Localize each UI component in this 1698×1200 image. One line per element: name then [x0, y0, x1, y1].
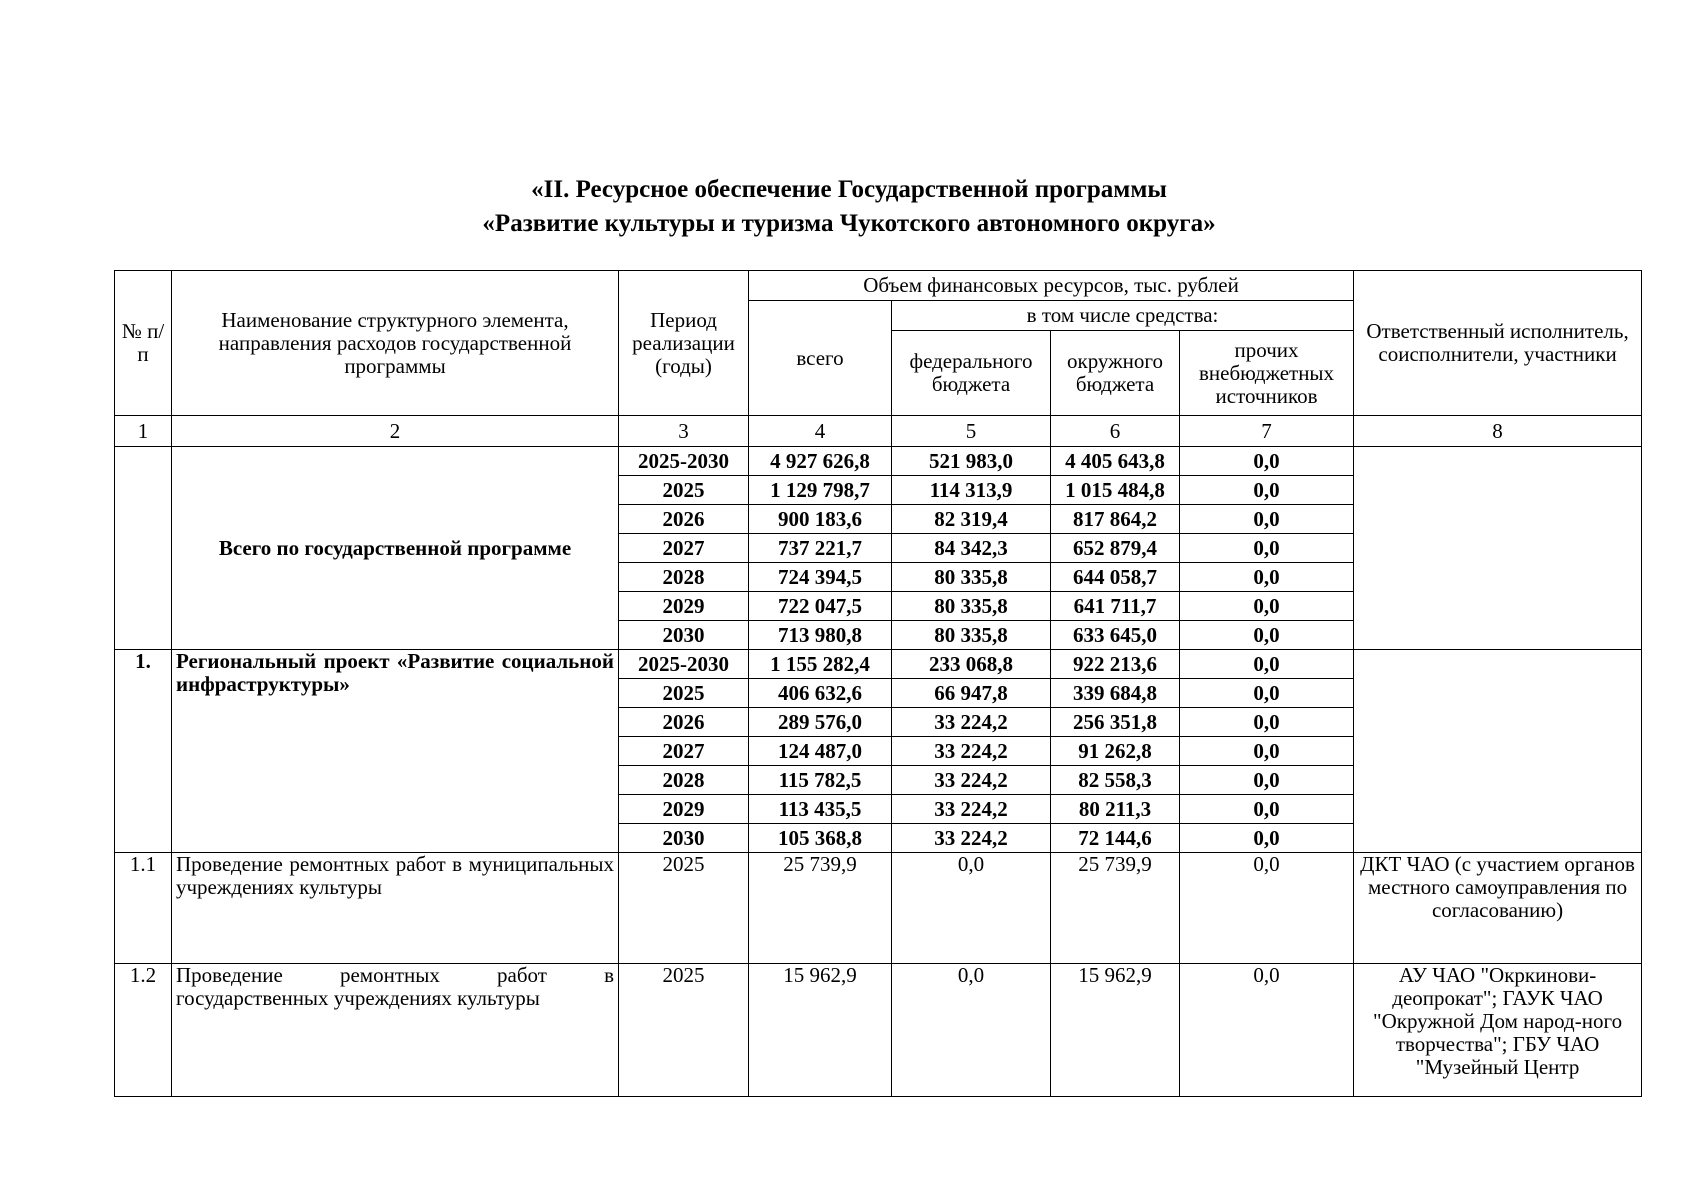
total-cell: 737 221,7: [749, 534, 892, 563]
federal-cell: 84 342,3: [892, 534, 1051, 563]
district-cell: 4 405 643,8: [1051, 447, 1180, 476]
header-other: прочих внебюджетных источников: [1180, 331, 1354, 416]
period-cell: 2026: [619, 505, 749, 534]
header-responsible: Ответственный исполнитель, соисполнители, участники: [1354, 271, 1642, 416]
period-cell: 2028: [619, 563, 749, 592]
other-cell: 0,0: [1180, 964, 1354, 1097]
section-number: [115, 447, 172, 650]
total-cell: 722 047,5: [749, 592, 892, 621]
header-volume: Объем финансовых ресурсов, тыс. рублей: [749, 271, 1354, 301]
responsible-cell: АУ ЧАО "Окркинови-деопрокат"; ГАУК ЧАО "Окружной Дом народ-ного творчества"; ГБУ ЧАО "Музейный Центр: [1354, 964, 1642, 1097]
federal-cell: 0,0: [892, 853, 1051, 964]
header-name: Наименование структурного элемента, направления расходов государственной программы: [172, 271, 619, 416]
item-number: 1.2: [115, 964, 172, 1097]
other-cell: 0,0: [1180, 447, 1354, 476]
column-number: 4: [749, 416, 892, 447]
header-total: всего: [749, 301, 892, 416]
period-cell: 2028: [619, 766, 749, 795]
table-row: [115, 853, 1642, 964]
district-cell: 817 864,2: [1051, 505, 1180, 534]
item-number: 1.1: [115, 853, 172, 964]
other-cell: 0,0: [1180, 650, 1354, 679]
total-cell: 105 368,8: [749, 824, 892, 853]
district-cell: 652 879,4: [1051, 534, 1180, 563]
header-federal: федерального бюджета: [892, 331, 1051, 416]
total-cell: 15 962,9: [749, 964, 892, 1097]
period-cell: 2025: [619, 964, 749, 1097]
column-number: 2: [172, 416, 619, 447]
document-title: [0, 173, 1698, 241]
column-number: 8: [1354, 416, 1642, 447]
period-cell: 2029: [619, 592, 749, 621]
total-cell: 113 435,5: [749, 795, 892, 824]
section-number: 1.: [115, 650, 172, 853]
total-cell: 4 927 626,8: [749, 447, 892, 476]
title-line-2: «Развитие культуры и туризма Чукотского автономного округа»: [482, 210, 1216, 237]
other-cell: 0,0: [1180, 853, 1354, 964]
district-cell: 82 558,3: [1051, 766, 1180, 795]
period-cell: 2030: [619, 621, 749, 650]
table-row: [115, 447, 1642, 476]
federal-cell: 80 335,8: [892, 621, 1051, 650]
district-cell: 1 015 484,8: [1051, 476, 1180, 505]
federal-cell: 33 224,2: [892, 795, 1051, 824]
district-cell: 644 058,7: [1051, 563, 1180, 592]
district-cell: 15 962,9: [1051, 964, 1180, 1097]
period-cell: 2025: [619, 679, 749, 708]
title-line-1: «II. Ресурсное обеспечение Государственной программы: [531, 176, 1167, 203]
total-cell: 724 394,5: [749, 563, 892, 592]
federal-cell: 66 947,8: [892, 679, 1051, 708]
header-district: окружного бюджета: [1051, 331, 1180, 416]
other-cell: 0,0: [1180, 621, 1354, 650]
district-cell: 25 739,9: [1051, 853, 1180, 964]
federal-cell: 80 335,8: [892, 563, 1051, 592]
header-num: № п/п: [115, 271, 172, 416]
district-cell: 922 213,6: [1051, 650, 1180, 679]
district-cell: 641 711,7: [1051, 592, 1180, 621]
other-cell: 0,0: [1180, 737, 1354, 766]
federal-cell: 0,0: [892, 964, 1051, 1097]
other-cell: 0,0: [1180, 824, 1354, 853]
other-cell: 0,0: [1180, 766, 1354, 795]
column-number: 1: [115, 416, 172, 447]
federal-cell: 33 224,2: [892, 708, 1051, 737]
district-cell: 633 645,0: [1051, 621, 1180, 650]
federal-cell: 33 224,2: [892, 824, 1051, 853]
period-cell: 2025-2030: [619, 650, 749, 679]
period-cell: 2030: [619, 824, 749, 853]
responsible-cell: [1354, 650, 1642, 853]
period-cell: 2029: [619, 795, 749, 824]
total-cell: 713 980,8: [749, 621, 892, 650]
section-name: Всего по государственной программе: [172, 447, 619, 650]
other-cell: 0,0: [1180, 592, 1354, 621]
federal-cell: 521 983,0: [892, 447, 1051, 476]
total-cell: 406 632,6: [749, 679, 892, 708]
column-number: 5: [892, 416, 1051, 447]
total-cell: 1 129 798,7: [749, 476, 892, 505]
period-cell: 2026: [619, 708, 749, 737]
district-cell: 91 262,8: [1051, 737, 1180, 766]
district-cell: 80 211,3: [1051, 795, 1180, 824]
responsible-cell: [1354, 447, 1642, 650]
period-cell: 2025: [619, 476, 749, 505]
other-cell: 0,0: [1180, 563, 1354, 592]
federal-cell: 33 224,2: [892, 766, 1051, 795]
total-cell: 115 782,5: [749, 766, 892, 795]
total-cell: 900 183,6: [749, 505, 892, 534]
federal-cell: 82 319,4: [892, 505, 1051, 534]
district-cell: 72 144,6: [1051, 824, 1180, 853]
other-cell: 0,0: [1180, 534, 1354, 563]
total-cell: 289 576,0: [749, 708, 892, 737]
period-cell: 2025-2030: [619, 447, 749, 476]
district-cell: 256 351,8: [1051, 708, 1180, 737]
federal-cell: 33 224,2: [892, 737, 1051, 766]
item-name: Проведение ремонтных работ в муниципальных учреждениях культуры: [172, 853, 619, 964]
header-including: в том числе средства:: [892, 301, 1354, 331]
column-number: 7: [1180, 416, 1354, 447]
responsible-cell: ДКТ ЧАО (с участием органов местного самоуправления по согласованию): [1354, 853, 1642, 964]
period-cell: 2025: [619, 853, 749, 964]
period-cell: 2027: [619, 737, 749, 766]
total-cell: 124 487,0: [749, 737, 892, 766]
period-cell: 2027: [619, 534, 749, 563]
column-number: 6: [1051, 416, 1180, 447]
other-cell: 0,0: [1180, 708, 1354, 737]
other-cell: 0,0: [1180, 679, 1354, 708]
other-cell: 0,0: [1180, 795, 1354, 824]
section-name: Региональный проект «Развитие социальной инфраструктуры»: [172, 650, 619, 853]
column-number-row: [115, 416, 1642, 447]
other-cell: 0,0: [1180, 505, 1354, 534]
table-row: [115, 650, 1642, 679]
federal-cell: 233 068,8: [892, 650, 1051, 679]
header-period: Период реализации (годы): [619, 271, 749, 416]
column-number: 3: [619, 416, 749, 447]
other-cell: 0,0: [1180, 476, 1354, 505]
federal-cell: 80 335,8: [892, 592, 1051, 621]
resources-table: [114, 270, 1642, 1097]
total-cell: 25 739,9: [749, 853, 892, 964]
district-cell: 339 684,8: [1051, 679, 1180, 708]
federal-cell: 114 313,9: [892, 476, 1051, 505]
table-row: [115, 964, 1642, 1097]
total-cell: 1 155 282,4: [749, 650, 892, 679]
item-name: Проведение ремонтных работ в государственных учреждениях культуры: [172, 964, 619, 1097]
